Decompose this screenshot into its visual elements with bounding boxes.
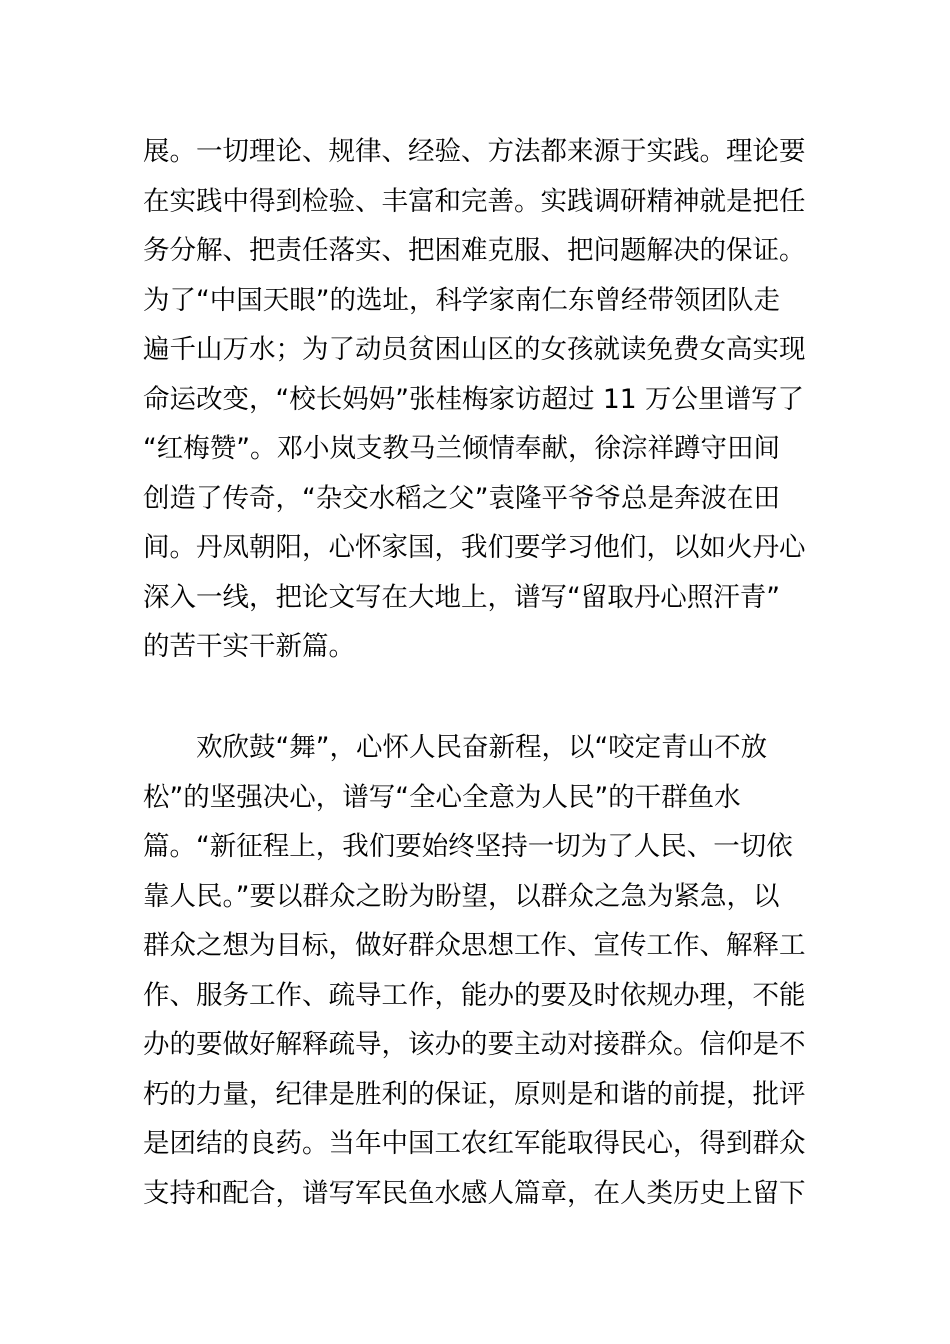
text-line: 的苦干实干新篇。 <box>143 631 355 662</box>
text-line-first-indented: 欢欣鼓“舞”，心怀人民奋新程，以“咬定青山不放 <box>196 732 768 763</box>
text-line: 作、服务工作、疏导工作，能办的要及时依规办理，不能 <box>143 979 806 1011</box>
text-line: 是团结的良药。当年中国工农红军能取得民心，得到群众 <box>143 1128 806 1159</box>
text-line: 为了“中国天眼”的选址，科学家南仁东曾经带领团队走 <box>143 284 780 316</box>
text-line: 深入一线，把论文写在大地上，谱写“留取丹心照汗青” <box>143 581 780 613</box>
text-line: 展。一切理论、规律、经验、方法都来源于实践。理论要 <box>143 136 806 167</box>
text-line: 办的要做好解释疏导，该办的要主动对接群众。信仰是不 <box>143 1029 806 1060</box>
text-line: 群众之想为目标，做好群众思想工作、宣传工作、解释工 <box>143 930 806 961</box>
text-line: 支持和配合，谱写军民鱼水感人篇章，在人类历史上留下 <box>143 1177 806 1209</box>
text-line: 松”的坚强决心，谱写“全心全意为人民”的干群鱼水 <box>143 781 741 813</box>
text-line: 在实践中得到检验、丰富和完善。实践调研精神就是把任 <box>143 185 806 217</box>
text-line: 间。丹凤朝阳，心怀家国，我们要学习他们，以如火丹心 <box>143 532 806 563</box>
text-line: 命运改变，“校长妈妈”张桂梅家访超过 11 万公里谱写了 <box>143 383 805 415</box>
text-line: “红梅赞”。邓小岚支教马兰倾情奉献，徐淙祥蹲守田间 <box>143 433 780 464</box>
text-line: 朽的力量，纪律是胜利的保证，原则是和谐的前提，批评 <box>143 1078 806 1110</box>
text-line: 创造了传奇，“杂交水稻之父”袁隆平爷爷总是奔波在田 <box>143 482 780 514</box>
text-line: 篇。“新征程上，我们要始终坚持一切为了人民、一切依 <box>143 831 793 862</box>
text-line: 务分解、把责任落实、把困难克服、把问题解决的保证。 <box>143 235 806 266</box>
text-line: 遍千山万水；为了动员贫困山区的女孩就读免费女高实现 <box>143 334 806 365</box>
paragraph-2 <box>143 723 813 1218</box>
text-line: 靠人民。”要以群众之盼为盼望，以群众之急为紧急，以 <box>143 880 780 912</box>
paragraph-1 <box>143 127 813 672</box>
